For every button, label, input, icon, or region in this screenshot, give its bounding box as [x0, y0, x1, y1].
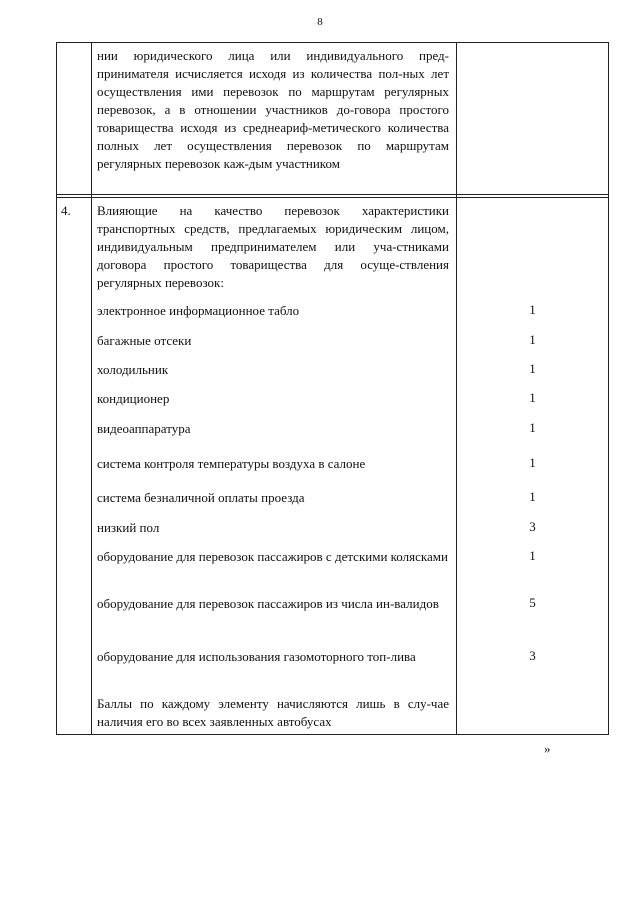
row-separator-double [57, 197, 608, 198]
column-divider-number [91, 43, 92, 734]
item-label-5: система контроля температуры воздуха в салоне [97, 456, 366, 471]
item-label-9: оборудование для перевозок пассажиров из числа ин-валидов [97, 596, 439, 611]
section-note: Баллы по каждому элементу начисляются лишь в слу-чае наличия его во всех заявленных автобусах [97, 696, 449, 729]
item-score-7: 3 [529, 519, 536, 534]
item-score-8: 1 [529, 548, 536, 563]
item-label-6: система безналичной оплаты проезда [97, 490, 305, 505]
item-score-3: 1 [529, 390, 536, 405]
item-label-4: видеоаппаратура [97, 421, 191, 436]
closing-quote-mark: » [544, 741, 551, 756]
item-score-6: 1 [529, 489, 536, 504]
item-label-8: оборудование для перевозок пассажиров с детскими колясками [97, 549, 448, 564]
item-score-2: 1 [529, 361, 536, 376]
continuation-paragraph: нии юридического лица или индивидуального пред-принимателя исчисляется исходя из количества пол-ных лет осуществления ими перевозок по маршрутам регулярных перевозок, а в отношении участников до-говора простого товарищества исходя из среднеариф-метического количества полных лет осуществления перевозок по маршрутам регулярных перевозок каж-дым участником [97, 48, 449, 171]
item-score-4: 1 [529, 420, 536, 435]
item-score-0: 1 [529, 302, 536, 317]
section-number: 4. [61, 203, 71, 218]
page-number: 8 [317, 16, 323, 28]
item-label-2: холодильник [97, 362, 169, 377]
item-label-10: оборудование для использования газомоторного топ-лива [97, 649, 416, 664]
item-label-7: низкий пол [97, 520, 160, 535]
item-label-1: багажные отсеки [97, 333, 192, 348]
section-intro: Влияющие на качество перевозок характеристики транспортных средств, предлагаемых юридическим лицом, индивидуальным предпринимателем или уча-стниками договора простого товарищества для осуще-ствления регулярных перевозок: [97, 203, 449, 290]
item-score-1: 1 [529, 332, 536, 347]
item-score-10: 3 [529, 648, 536, 663]
row-separator [57, 194, 608, 195]
criteria-table [56, 42, 609, 735]
item-label-0: электронное информационное табло [97, 303, 300, 318]
item-label-3: кондиционер [97, 391, 170, 406]
item-score-5: 1 [529, 455, 536, 470]
item-score-9: 5 [529, 595, 536, 610]
